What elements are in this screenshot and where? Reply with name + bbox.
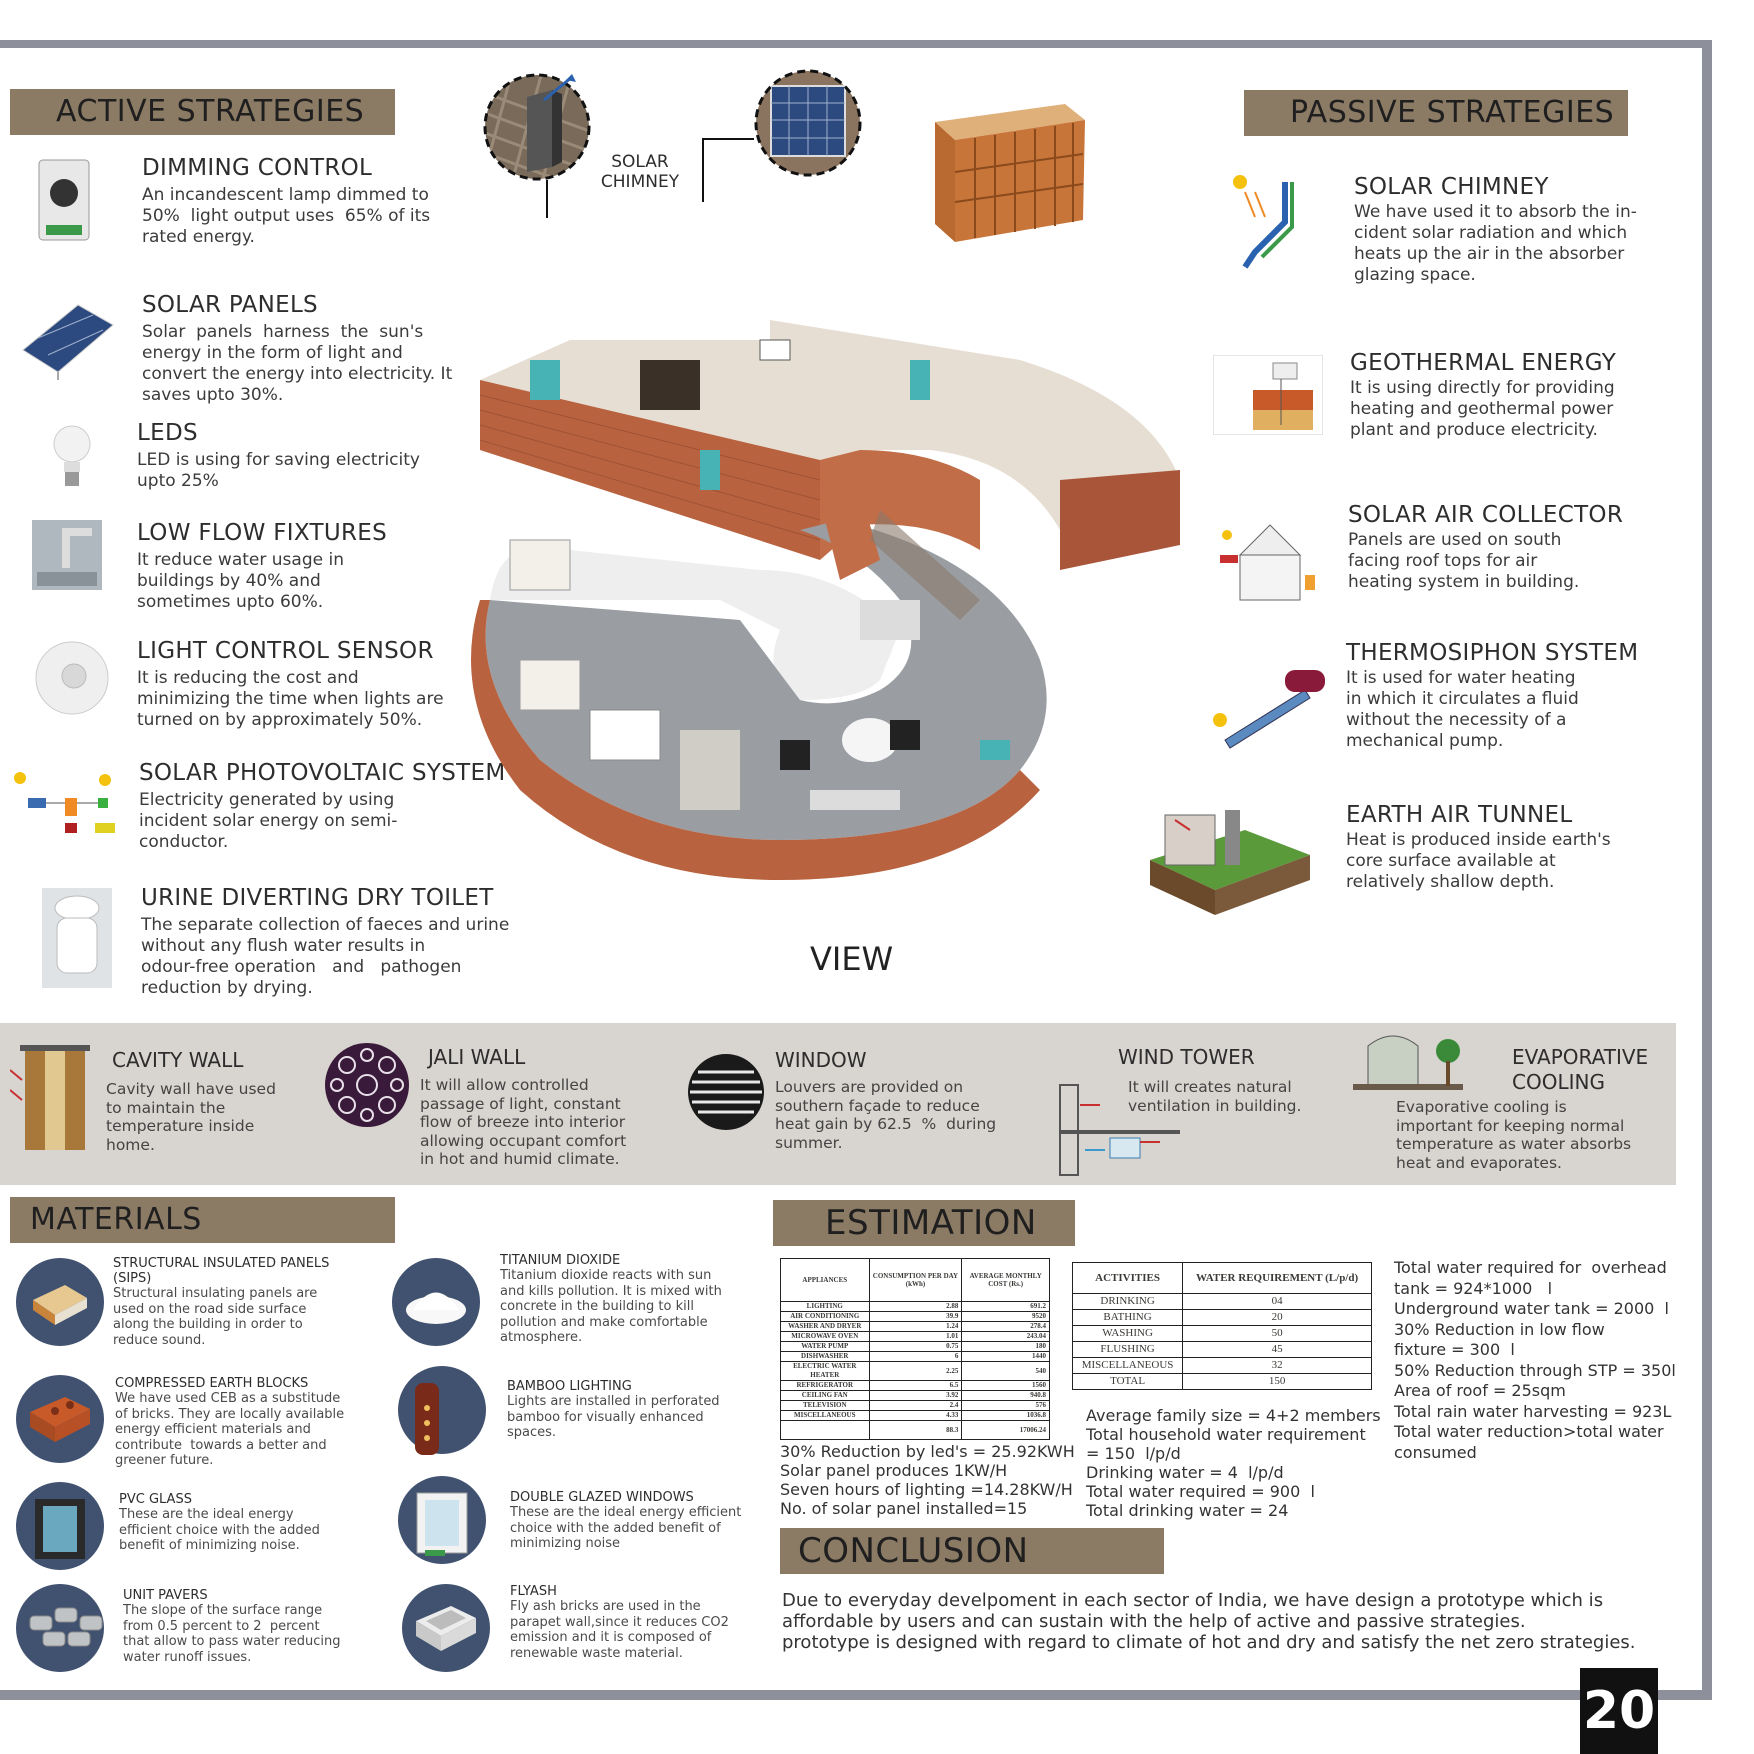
band-item-text: temperature as water absorbs bbox=[1396, 1135, 1632, 1153]
note-line: Seven hours of lighting =14.28KW/H bbox=[780, 1480, 1073, 1499]
material-title: (SIPS) bbox=[113, 1271, 152, 1286]
page-frame-right bbox=[1702, 40, 1712, 1700]
note-line: tank = 924*1000 l bbox=[1394, 1278, 1553, 1298]
material-title: UNIT PAVERS bbox=[123, 1588, 208, 1603]
active-item-text: conductor. bbox=[139, 832, 229, 852]
solar-chimney-label: SOLAR CHIMNEY bbox=[600, 152, 680, 192]
passive-item-text: heats up the air in the absorber bbox=[1354, 244, 1625, 264]
material-title: COMPRESSED EARTH BLOCKS bbox=[115, 1376, 309, 1391]
energy-table-cell: 6 bbox=[869, 1352, 962, 1362]
passive-item-text: plant and produce electricity. bbox=[1350, 420, 1598, 440]
energy-table-header: CONSUMPTION PER DAY (kWh) bbox=[869, 1259, 962, 1302]
band-item-title: EVAPORATIVE COOLING bbox=[1512, 1045, 1649, 1094]
material-text: We have used CEB as a substitude bbox=[115, 1391, 341, 1406]
band-item-text: Cavity wall have used bbox=[106, 1080, 276, 1098]
active-item-text: reduction by drying. bbox=[141, 978, 313, 998]
page-number: 20 bbox=[1580, 1668, 1658, 1754]
active-item-text: LED is using for saving electricity bbox=[137, 450, 420, 470]
material-text: choice with the added benefit of bbox=[510, 1520, 721, 1536]
conclusion-header: CONCLUSION bbox=[780, 1528, 1164, 1574]
energy-table-cell: 6.5 bbox=[869, 1381, 962, 1391]
led-bulb-icon bbox=[52, 422, 92, 496]
active-item-text: upto 25% bbox=[137, 471, 219, 491]
water-table-cell: 20 bbox=[1183, 1310, 1372, 1326]
band-item-text: to maintain the bbox=[106, 1098, 226, 1117]
connector-line bbox=[702, 138, 754, 140]
material-text: emission and it is composed of bbox=[510, 1630, 712, 1645]
material-text: parapet wall,since it reduces CO2 bbox=[510, 1614, 729, 1630]
passive-item-text: core surface available at bbox=[1346, 851, 1556, 871]
energy-table-row bbox=[781, 1411, 1050, 1421]
energy-table-total-cell: 88.3 bbox=[869, 1421, 962, 1440]
energy-table-row bbox=[781, 1401, 1050, 1411]
energy-table-cell: WASHER AND DRYER bbox=[781, 1322, 870, 1332]
bamboo-lamp-icon bbox=[407, 1378, 447, 1462]
energy-table-row bbox=[781, 1381, 1050, 1391]
material-text: Lights are installed in perforated bbox=[507, 1394, 720, 1409]
material-text: contribute towards a better and bbox=[115, 1437, 327, 1453]
note-line: Total rain water harvesting = 923L bbox=[1394, 1401, 1672, 1421]
band-item-title: WIND TOWER bbox=[1118, 1045, 1255, 1069]
material-photo-circle bbox=[16, 1258, 104, 1346]
tank-notes bbox=[1394, 1258, 1694, 1463]
passive-item-text: cident solar radiation and which bbox=[1354, 223, 1628, 243]
toilet-icon bbox=[42, 888, 112, 992]
active-item-text: It is reducing the cost and bbox=[137, 668, 359, 688]
band-item-text: Evaporative cooling is bbox=[1396, 1098, 1567, 1116]
louver-window-icon bbox=[686, 1052, 766, 1136]
solar-panel-photo bbox=[753, 68, 863, 178]
solar-chimney-photo bbox=[482, 72, 592, 182]
passive-strategies-header: PASSIVE STRATEGIES bbox=[1244, 90, 1628, 136]
material-text: concrete in the building to kill bbox=[500, 1299, 694, 1314]
water-requirement-table bbox=[1072, 1262, 1372, 1390]
material-text: spaces. bbox=[507, 1425, 557, 1440]
active-item-text: buildings by 40% and bbox=[137, 571, 321, 591]
material-text: Titanium dioxide reacts with sun bbox=[500, 1268, 712, 1283]
flyash-brick-icon bbox=[411, 1596, 481, 1660]
note-line: 50% Reduction through STP = 350l bbox=[1394, 1360, 1676, 1380]
titanium-dioxide-powder-icon bbox=[401, 1270, 471, 1334]
active-item-text: minimizing the time when lights are bbox=[137, 689, 444, 709]
active-item-text: rated energy. bbox=[142, 227, 255, 247]
connector-line bbox=[546, 180, 548, 218]
wind-catcher-tower-photo bbox=[925, 92, 1090, 242]
energy-table-cell: 576 bbox=[962, 1401, 1050, 1411]
water-table-header: WATER REQUIREMENT (L/p/d) bbox=[1183, 1263, 1372, 1294]
material-title: TITANIUM DIOXIDE bbox=[500, 1253, 621, 1268]
passive-item-text: We have used it to absorb the in- bbox=[1354, 202, 1637, 222]
material-text: from 0.5 percent to 2 percent bbox=[123, 1618, 320, 1634]
note-line: Total drinking water = 24 bbox=[1086, 1501, 1289, 1520]
material-text: The slope of the surface range bbox=[123, 1603, 323, 1618]
material-photo-circle bbox=[16, 1482, 104, 1570]
passive-item-title: SOLAR AIR COLLECTOR bbox=[1348, 502, 1624, 528]
active-item-text: The separate collection of faeces and urine bbox=[141, 915, 510, 935]
material-text: renewable waste material. bbox=[510, 1645, 683, 1661]
energy-table-cell: 2.88 bbox=[869, 1302, 962, 1312]
pv-system-diagram-icon bbox=[10, 768, 120, 852]
water-table-cell: DRINKING bbox=[1073, 1294, 1183, 1310]
jali-pattern-icon bbox=[322, 1040, 412, 1134]
double-glazed-window-icon bbox=[407, 1488, 477, 1562]
material-title: FLYASH bbox=[510, 1584, 557, 1599]
thermosiphon-diagram-icon bbox=[1210, 660, 1330, 754]
band-item-text: ventilation in building. bbox=[1128, 1096, 1302, 1115]
material-photo-circle bbox=[398, 1476, 486, 1564]
energy-table-cell: 243.04 bbox=[962, 1332, 1050, 1342]
active-item-title: LIGHT CONTROL SENSOR bbox=[137, 638, 434, 664]
geothermal-diagram-icon bbox=[1213, 355, 1323, 439]
material-title: DOUBLE GLAZED WINDOWS bbox=[510, 1490, 694, 1505]
water-table-cell: TOTAL bbox=[1073, 1374, 1183, 1390]
active-item-title: LOW FLOW FIXTURES bbox=[137, 520, 387, 546]
material-text: minimizing noise bbox=[510, 1536, 621, 1551]
energy-table-cell: 0.75 bbox=[869, 1342, 962, 1352]
energy-table-cell: 540 bbox=[962, 1362, 1050, 1381]
material-text: These are the ideal energy bbox=[119, 1507, 294, 1522]
material-text: efficient choice with the added bbox=[119, 1522, 320, 1538]
active-item-title: DIMMING CONTROL bbox=[142, 155, 373, 181]
energy-table-cell: 9520 bbox=[962, 1312, 1050, 1322]
band-item-title: CAVITY WALL bbox=[112, 1048, 244, 1072]
estimation-header: ESTIMATION bbox=[773, 1200, 1075, 1246]
page-frame-bottom bbox=[0, 1690, 1712, 1700]
dimmer-switch-icon bbox=[34, 155, 94, 249]
passive-item-text: glazing space. bbox=[1354, 265, 1476, 285]
energy-table-row bbox=[781, 1342, 1050, 1352]
energy-table-row bbox=[781, 1312, 1050, 1322]
material-text: bamboo for visually enhanced bbox=[507, 1409, 704, 1425]
note-line: Total household water requirement bbox=[1086, 1425, 1366, 1444]
active-item-text: 50% light output uses 65% of its bbox=[142, 206, 431, 226]
note-line: Total water reduction>total water bbox=[1394, 1422, 1664, 1441]
passive-item-text: Panels are used on south bbox=[1348, 530, 1562, 550]
material-title: PVC GLASS bbox=[119, 1492, 192, 1507]
building-3d-view-illustration bbox=[460, 300, 1200, 940]
energy-table-cell: 1036.8 bbox=[962, 1411, 1050, 1421]
band-item-text: allowing occupant comfort bbox=[420, 1131, 627, 1150]
passive-item-text: in which it circulates a fluid bbox=[1346, 689, 1579, 709]
active-item-title: URINE DIVERTING DRY TOILET bbox=[141, 885, 494, 911]
passive-item-text: It is using directly for providing bbox=[1350, 378, 1615, 398]
energy-table-cell: MICROWAVE OVEN bbox=[781, 1332, 870, 1342]
water-table-cell: BATHING bbox=[1073, 1310, 1183, 1326]
energy-table-cell: 3.92 bbox=[869, 1391, 962, 1401]
energy-table-cell: ELECTRIC WATER HEATER bbox=[781, 1362, 870, 1381]
faucet-icon bbox=[32, 520, 102, 594]
active-item-text: It reduce water usage in bbox=[137, 550, 344, 570]
active-item-text: An incandescent lamp dimmed to bbox=[142, 185, 429, 205]
note-line: Area of roof = 25sqm bbox=[1394, 1381, 1566, 1400]
band-item-text: flow of breeze into interior bbox=[420, 1113, 626, 1131]
material-text: pollution and make comfortable bbox=[500, 1314, 708, 1330]
band-item-text: heat gain by 62.5 % during bbox=[775, 1115, 997, 1133]
passive-item-title: EARTH AIR TUNNEL bbox=[1346, 802, 1573, 828]
passive-item-text: heating and geothermal power bbox=[1350, 399, 1614, 419]
energy-table-row bbox=[781, 1362, 1050, 1381]
active-item-text: Electricity generated by using bbox=[139, 790, 395, 810]
active-strategies-header: ACTIVE STRATEGIES bbox=[10, 89, 395, 135]
energy-table-header: APPLIANCES bbox=[781, 1259, 870, 1302]
water-table-row bbox=[1073, 1342, 1372, 1358]
passive-item-text: heating system in building. bbox=[1348, 572, 1580, 592]
note-line: No. of solar panel installed=15 bbox=[780, 1499, 1028, 1518]
material-text: Structural insulating panels are bbox=[113, 1286, 318, 1301]
material-text: greener future. bbox=[115, 1453, 214, 1468]
water-table-cell: 32 bbox=[1183, 1358, 1372, 1374]
energy-table-cell: LIGHTING bbox=[781, 1302, 870, 1312]
passive-item-title: GEOTHERMAL ENERGY bbox=[1350, 350, 1617, 376]
energy-table-total-cell: 17006.24 bbox=[962, 1421, 1050, 1440]
note-line: consumed bbox=[1394, 1442, 1477, 1462]
energy-consumption-table bbox=[780, 1258, 1050, 1440]
energy-table-cell: DISHWASHER bbox=[781, 1352, 870, 1362]
water-table-row bbox=[1073, 1358, 1372, 1374]
passive-item-text: mechanical pump. bbox=[1346, 731, 1504, 751]
water-table-cell: 50 bbox=[1183, 1326, 1372, 1342]
energy-table-row bbox=[781, 1352, 1050, 1362]
active-item-text: sometimes upto 60%. bbox=[137, 592, 324, 612]
solar-air-collector-diagram-icon bbox=[1215, 515, 1335, 619]
active-item-text: energy in the form of light and bbox=[142, 343, 403, 363]
energy-table-header-row bbox=[781, 1259, 1050, 1302]
earth-block-icon bbox=[25, 1387, 95, 1451]
active-item-text: convert the energy into electricity. It bbox=[142, 364, 453, 384]
material-photo-circle bbox=[392, 1258, 480, 1346]
energy-table-cell: TELEVISION bbox=[781, 1401, 870, 1411]
water-table-cell: 04 bbox=[1183, 1294, 1372, 1310]
water-notes bbox=[1086, 1406, 1386, 1520]
conclusion-text bbox=[782, 1590, 1682, 1653]
material-text: These are the ideal energy efficient bbox=[510, 1505, 742, 1520]
water-table-cell: WASHING bbox=[1073, 1326, 1183, 1342]
note-line: 30% Reduction in low flow bbox=[1394, 1319, 1605, 1339]
material-photo-circle bbox=[16, 1584, 104, 1672]
material-text: used on the road side surface bbox=[113, 1301, 307, 1317]
water-table-header: ACTIVITIES bbox=[1073, 1263, 1183, 1294]
energy-table-cell: 691.2 bbox=[962, 1302, 1050, 1312]
note-line: Total water required = 900 l bbox=[1086, 1482, 1315, 1501]
note-line: Due to everyday develpoment in each sector of India, we have design a prototype which is bbox=[782, 1590, 1604, 1611]
active-item-text: odour-free operation and pathogen bbox=[141, 957, 462, 977]
energy-table-cell: 39.9 bbox=[869, 1312, 962, 1322]
material-text: along the building in order to bbox=[113, 1317, 303, 1332]
energy-table-cell: REFRIGERATOR bbox=[781, 1381, 870, 1391]
passive-item-title: THERMOSIPHON SYSTEM bbox=[1346, 640, 1639, 666]
energy-table-cell: 940.8 bbox=[962, 1391, 1050, 1401]
energy-table-row bbox=[781, 1302, 1050, 1312]
material-photo-circle bbox=[402, 1584, 490, 1672]
passive-item-text: facing roof tops for air bbox=[1348, 551, 1538, 571]
active-item-title: SOLAR PANELS bbox=[142, 292, 318, 318]
material-text: atmosphere. bbox=[500, 1330, 583, 1345]
energy-table-total-row bbox=[781, 1421, 1050, 1440]
material-text: Fly ash bricks are used in the bbox=[510, 1599, 701, 1614]
solar-panel-icon bbox=[18, 300, 118, 384]
energy-table-row bbox=[781, 1391, 1050, 1401]
energy-table-cell: CEILING FAN bbox=[781, 1391, 870, 1401]
note-line: Drinking water = 4 l/p/d bbox=[1086, 1463, 1284, 1482]
page-frame-top bbox=[0, 40, 1712, 48]
passive-item-text: It is used for water heating bbox=[1346, 668, 1576, 688]
material-title: STRUCTURAL INSULATED PANELS bbox=[113, 1256, 330, 1271]
material-text: benefit of minimizing noise. bbox=[119, 1538, 300, 1553]
active-item-text: saves upto 30%. bbox=[142, 385, 284, 405]
energy-table-cell: 2.25 bbox=[869, 1362, 962, 1381]
water-table-row bbox=[1073, 1310, 1372, 1326]
material-photo-circle bbox=[398, 1366, 486, 1454]
energy-table-cell: 1.24 bbox=[869, 1322, 962, 1332]
passive-item-text: relatively shallow depth. bbox=[1346, 872, 1555, 892]
view-label: VIEW bbox=[810, 940, 894, 978]
water-table-header-row bbox=[1073, 1263, 1372, 1294]
band-item-text: important for keeping normal bbox=[1396, 1116, 1625, 1135]
active-item-text: without any flush water results in bbox=[141, 936, 426, 956]
solar-chimney-diagram-icon bbox=[1230, 172, 1310, 276]
energy-table-cell: 180 bbox=[962, 1342, 1050, 1352]
band-item-text: It will creates natural bbox=[1128, 1078, 1292, 1096]
band-item-title: WINDOW bbox=[775, 1048, 867, 1072]
energy-table-cell: WATER PUMP bbox=[781, 1342, 870, 1352]
band-item-text: passage of light, constant bbox=[420, 1094, 621, 1113]
connector-line bbox=[702, 140, 704, 202]
material-title: BAMBOO LIGHTING bbox=[507, 1379, 632, 1394]
band-item-text: heat and evaporates. bbox=[1396, 1153, 1562, 1172]
energy-table-header: AVERAGE MONTHLY COST (Rs.) bbox=[962, 1259, 1050, 1302]
material-text: energy efficient materials and bbox=[115, 1422, 311, 1437]
band-item-text: in hot and humid climate. bbox=[420, 1150, 620, 1168]
sip-panel-icon bbox=[25, 1270, 95, 1344]
materials-header: MATERIALS bbox=[10, 1197, 395, 1243]
band-item-text: Louvers are provided on bbox=[775, 1078, 964, 1096]
note-line: fixture = 300 l bbox=[1394, 1340, 1515, 1359]
band-item-title: JALI WALL bbox=[428, 1045, 526, 1069]
note-line: 30% Reduction by led's = 25.92KWH bbox=[780, 1442, 1075, 1461]
energy-table-cell: 278.4 bbox=[962, 1322, 1050, 1332]
passive-item-title: SOLAR CHIMNEY bbox=[1354, 174, 1549, 200]
energy-table-cell: 2.4 bbox=[869, 1401, 962, 1411]
water-table-cell: FLUSHING bbox=[1073, 1342, 1183, 1358]
band-item-text: southern façade to reduce bbox=[775, 1096, 980, 1115]
energy-table-cell: 4.33 bbox=[869, 1411, 962, 1421]
material-text: water runoff issues. bbox=[123, 1649, 252, 1665]
material-photo-circle bbox=[16, 1375, 104, 1463]
pvc-glass-icon bbox=[25, 1494, 95, 1568]
band-item-text: summer. bbox=[775, 1133, 843, 1152]
active-item-text: turned on by approximately 50%. bbox=[137, 710, 423, 730]
energy-notes bbox=[780, 1442, 1080, 1518]
active-item-title: LEDS bbox=[137, 420, 198, 446]
material-text: reduce sound. bbox=[113, 1332, 206, 1348]
energy-table-cell: AIR CONDITIONING bbox=[781, 1312, 870, 1322]
active-item-text: Solar panels harness the sun's bbox=[142, 322, 424, 342]
energy-table-total-cell bbox=[781, 1421, 870, 1440]
note-line: affordable by users and can sustain with the help of active and passive strategies. bbox=[782, 1611, 1526, 1632]
water-table-cell: MISCELLANEOUS bbox=[1073, 1358, 1183, 1374]
band-item-text: home. bbox=[106, 1135, 155, 1154]
motion-sensor-icon bbox=[32, 638, 112, 722]
evaporative-cooling-icon bbox=[1348, 1026, 1468, 1100]
band-item-text: temperature inside bbox=[106, 1117, 255, 1135]
energy-table-cell: 1560 bbox=[962, 1381, 1050, 1391]
unit-paver-icon bbox=[25, 1596, 105, 1660]
note-line: Average family size = 4+2 members bbox=[1086, 1406, 1381, 1425]
passive-item-text: Heat is produced inside earth's bbox=[1346, 830, 1611, 850]
water-table-cell: 150 bbox=[1183, 1374, 1372, 1390]
passive-item-text: without the necessity of a bbox=[1346, 710, 1567, 730]
note-line: Solar panel produces 1KW/H bbox=[780, 1461, 1008, 1480]
energy-table-cell: 1440 bbox=[962, 1352, 1050, 1362]
note-line: prototype is designed with regard to climate of hot and dry and satisfy the net zero strategies. bbox=[782, 1632, 1636, 1653]
active-item-text: incident solar energy on semi- bbox=[139, 811, 398, 831]
water-table-row bbox=[1073, 1374, 1372, 1390]
band-item-text: It will allow controlled bbox=[420, 1076, 589, 1094]
note-line: Total water required for overhead bbox=[1394, 1258, 1667, 1277]
note-line: Underground water tank = 2000 l bbox=[1394, 1299, 1669, 1318]
energy-table-row bbox=[781, 1322, 1050, 1332]
water-table-row bbox=[1073, 1294, 1372, 1310]
active-item-title: SOLAR PHOTOVOLTAIC SYSTEM bbox=[139, 760, 506, 786]
energy-table-cell: MISCELLANEOUS bbox=[781, 1411, 870, 1421]
energy-table-cell: 1.01 bbox=[869, 1332, 962, 1342]
water-table-cell: 45 bbox=[1183, 1342, 1372, 1358]
cavity-wall-icon bbox=[10, 1045, 95, 1154]
water-table-row bbox=[1073, 1326, 1372, 1342]
note-line: = 150 l/p/d bbox=[1086, 1444, 1181, 1463]
material-text: and kills pollution. It is mixed with bbox=[500, 1283, 722, 1299]
material-text: that allow to pass water reducing bbox=[123, 1634, 341, 1649]
material-text: of bricks. They are locally available bbox=[115, 1406, 345, 1422]
energy-table-row bbox=[781, 1332, 1050, 1342]
